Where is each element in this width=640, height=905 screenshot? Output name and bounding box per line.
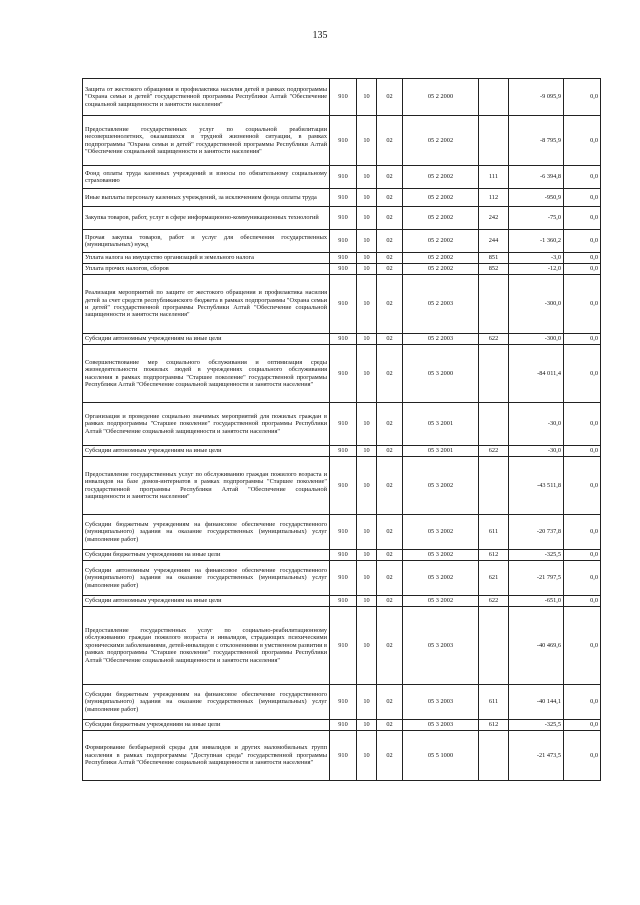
subsection-code: 02 xyxy=(377,116,403,166)
section-code: 10 xyxy=(357,685,377,720)
section-code: 10 xyxy=(357,457,377,515)
subsection-code: 02 xyxy=(377,264,403,275)
expense-type-code: 242 xyxy=(479,207,509,230)
amount-next: 0,0 xyxy=(564,334,601,345)
amount-next: 0,0 xyxy=(564,116,601,166)
admin-code: 910 xyxy=(330,79,357,116)
subsection-code: 02 xyxy=(377,607,403,685)
budget-item-name: Субсидии автономным учреждениям на финансовое обеспечение государственного (муниципального) задания на оказание государственных (муниципальных) услуг (выполнение работ) xyxy=(83,561,330,596)
admin-code: 910 xyxy=(330,446,357,457)
table-row xyxy=(83,515,601,550)
section-code: 10 xyxy=(357,720,377,731)
amount-change: -40 144,1 xyxy=(509,685,564,720)
subsection-code: 02 xyxy=(377,189,403,207)
admin-code: 910 xyxy=(330,230,357,253)
amount-change: -6 394,8 xyxy=(509,166,564,189)
admin-code: 910 xyxy=(330,731,357,781)
amount-change: -651,0 xyxy=(509,596,564,607)
section-code: 10 xyxy=(357,207,377,230)
subsection-code: 02 xyxy=(377,561,403,596)
subsection-code: 02 xyxy=(377,334,403,345)
budget-item-name: Субсидии бюджетным учреждениям на финансовое обеспечение государственного (муниципального) задания на оказание государственных (муниципальных) услуг (выполнение работ) xyxy=(83,515,330,550)
admin-code: 910 xyxy=(330,561,357,596)
amount-next: 0,0 xyxy=(564,457,601,515)
amount-next: 0,0 xyxy=(564,446,601,457)
expense-type-code xyxy=(479,457,509,515)
subsection-code: 02 xyxy=(377,596,403,607)
amount-change: -325,5 xyxy=(509,550,564,561)
target-article-code: 05 2 2002 xyxy=(403,264,479,275)
expense-type-code xyxy=(479,275,509,334)
expense-type-code: 852 xyxy=(479,264,509,275)
table-row xyxy=(83,685,601,720)
target-article-code: 05 2 2002 xyxy=(403,116,479,166)
table-row xyxy=(83,596,601,607)
amount-change: -300,0 xyxy=(509,275,564,334)
admin-code: 910 xyxy=(330,515,357,550)
admin-code: 910 xyxy=(330,550,357,561)
amount-change: -3,0 xyxy=(509,253,564,264)
section-code: 10 xyxy=(357,253,377,264)
expense-type-code: 612 xyxy=(479,720,509,731)
budget-item-name: Субсидии автономным учреждениям на иные цели xyxy=(83,334,330,345)
expense-type-code xyxy=(479,116,509,166)
budget-item-name: Формирование безбарьерной среды для инвалидов и других маломобильных групп населения в рамках подпрограммы "Доступная среда" государственной программы Республики Алтай "Обеспечение социальной защищенности и занятости населения" xyxy=(83,731,330,781)
budget-item-name: Прочая закупка товаров, работ и услуг для обеспечения государственных (муниципальных) нужд xyxy=(83,230,330,253)
budget-item-name: Субсидии бюджетным учреждениям на финансовое обеспечение государственного (муниципального) задания на оказание государственных (муниципальных) услуг (выполнение работ) xyxy=(83,685,330,720)
section-code: 10 xyxy=(357,334,377,345)
amount-next: 0,0 xyxy=(564,685,601,720)
subsection-code: 02 xyxy=(377,731,403,781)
target-article-code: 05 2 2002 xyxy=(403,253,479,264)
table-row xyxy=(83,720,601,731)
table-row xyxy=(83,253,601,264)
target-article-code: 05 3 2002 xyxy=(403,550,479,561)
amount-change: -1 360,2 xyxy=(509,230,564,253)
amount-next: 0,0 xyxy=(564,607,601,685)
section-code: 10 xyxy=(357,230,377,253)
amount-change: -20 737,8 xyxy=(509,515,564,550)
expense-type-code xyxy=(479,79,509,116)
target-article-code: 05 5 1000 xyxy=(403,731,479,781)
subsection-code: 02 xyxy=(377,345,403,403)
budget-item-name: Закупка товаров, работ, услуг в сфере информационно-коммуникационных технологий xyxy=(83,207,330,230)
budget-item-name: Уплата налога на имущество организаций и земельного налога xyxy=(83,253,330,264)
budget-item-name: Иные выплаты персоналу казенных учреждений, за исключением фонда оплаты труда xyxy=(83,189,330,207)
subsection-code: 02 xyxy=(377,457,403,515)
subsection-code: 02 xyxy=(377,207,403,230)
subsection-code: 02 xyxy=(377,685,403,720)
amount-next: 0,0 xyxy=(564,731,601,781)
admin-code: 910 xyxy=(330,720,357,731)
budget-table xyxy=(82,78,601,781)
table-row xyxy=(83,457,601,515)
target-article-code: 05 2 2002 xyxy=(403,189,479,207)
budget-item-name: Предоставление государственных услуг по социально-реабилитационному обслуживанию граждан пожилого возраста и инвалидов, страдающих психическими хроническими заболеваниями, детей-инвалидов с отклонениями в умственном развитии в рамках подпрограммы "Старшее поколение" государственной программы Республики Алтай "Обеспечение социальной защищенности и занятости населения" xyxy=(83,607,330,685)
amount-change: -8 795,9 xyxy=(509,116,564,166)
budget-item-name: Совершенствование мер социального обслуживания и оптимизация среды жизнедеятельности пожилых людей в учреждениях социального обслуживания населения в рамках подпрограммы "Старшее поколение" государственной программы Республики Алтай "Обеспечение социальной защищенности и занятости населения" xyxy=(83,345,330,403)
target-article-code: 05 2 2003 xyxy=(403,275,479,334)
section-code: 10 xyxy=(357,345,377,403)
amount-next: 0,0 xyxy=(564,230,601,253)
table-row xyxy=(83,116,601,166)
amount-next: 0,0 xyxy=(564,207,601,230)
table-row xyxy=(83,345,601,403)
subsection-code: 02 xyxy=(377,515,403,550)
target-article-code: 05 2 2002 xyxy=(403,207,479,230)
expense-type-code: 112 xyxy=(479,189,509,207)
table-row xyxy=(83,550,601,561)
target-article-code: 05 3 2001 xyxy=(403,403,479,446)
expense-type-code xyxy=(479,607,509,685)
admin-code: 910 xyxy=(330,166,357,189)
amount-next: 0,0 xyxy=(564,720,601,731)
section-code: 10 xyxy=(357,561,377,596)
expense-type-code xyxy=(479,403,509,446)
target-article-code: 05 3 2002 xyxy=(403,561,479,596)
amount-change: -43 511,8 xyxy=(509,457,564,515)
section-code: 10 xyxy=(357,596,377,607)
target-article-code: 05 3 2003 xyxy=(403,685,479,720)
subsection-code: 02 xyxy=(377,253,403,264)
table-row xyxy=(83,264,601,275)
admin-code: 910 xyxy=(330,685,357,720)
section-code: 10 xyxy=(357,166,377,189)
amount-next: 0,0 xyxy=(564,264,601,275)
expense-type-code: 111 xyxy=(479,166,509,189)
amount-change: -84 011,4 xyxy=(509,345,564,403)
amount-change: -12,0 xyxy=(509,264,564,275)
section-code: 10 xyxy=(357,446,377,457)
admin-code: 910 xyxy=(330,264,357,275)
table-row xyxy=(83,446,601,457)
table-row xyxy=(83,731,601,781)
amount-next: 0,0 xyxy=(564,253,601,264)
expense-type-code xyxy=(479,731,509,781)
table-row xyxy=(83,275,601,334)
amount-next: 0,0 xyxy=(564,561,601,596)
expense-type-code: 611 xyxy=(479,685,509,720)
amount-change: -21 797,5 xyxy=(509,561,564,596)
admin-code: 910 xyxy=(330,275,357,334)
target-article-code: 05 2 2000 xyxy=(403,79,479,116)
amount-change: -325,5 xyxy=(509,720,564,731)
target-article-code: 05 3 2003 xyxy=(403,720,479,731)
admin-code: 910 xyxy=(330,189,357,207)
target-article-code: 05 2 2002 xyxy=(403,230,479,253)
budget-item-name: Уплата прочих налогов, сборов xyxy=(83,264,330,275)
section-code: 10 xyxy=(357,731,377,781)
target-article-code: 05 3 2003 xyxy=(403,607,479,685)
section-code: 10 xyxy=(357,189,377,207)
table-row xyxy=(83,334,601,345)
amount-change: -30,0 xyxy=(509,446,564,457)
admin-code: 910 xyxy=(330,345,357,403)
amount-change: -21 473,5 xyxy=(509,731,564,781)
table-row xyxy=(83,403,601,446)
expense-type-code: 621 xyxy=(479,561,509,596)
admin-code: 910 xyxy=(330,457,357,515)
target-article-code: 05 3 2000 xyxy=(403,345,479,403)
subsection-code: 02 xyxy=(377,403,403,446)
subsection-code: 02 xyxy=(377,720,403,731)
target-article-code: 05 3 2002 xyxy=(403,457,479,515)
budget-item-name: Субсидии автономным учреждениям на иные цели xyxy=(83,446,330,457)
amount-change: -9 095,9 xyxy=(509,79,564,116)
table-row xyxy=(83,166,601,189)
amount-change: -75,0 xyxy=(509,207,564,230)
expense-type-code: 622 xyxy=(479,596,509,607)
amount-change: -300,0 xyxy=(509,334,564,345)
amount-next: 0,0 xyxy=(564,275,601,334)
subsection-code: 02 xyxy=(377,275,403,334)
expense-type-code xyxy=(479,345,509,403)
admin-code: 910 xyxy=(330,596,357,607)
target-article-code: 05 3 2001 xyxy=(403,446,479,457)
table-row xyxy=(83,230,601,253)
table-row xyxy=(83,207,601,230)
subsection-code: 02 xyxy=(377,446,403,457)
budget-item-name: Фонд оплаты труда казенных учреждений и взносы по обязательному социальному страхованию xyxy=(83,166,330,189)
amount-next: 0,0 xyxy=(564,515,601,550)
amount-change: -950,9 xyxy=(509,189,564,207)
section-code: 10 xyxy=(357,264,377,275)
budget-item-name: Предоставление государственных услуг по обслуживанию граждан пожилого возраста и инвалидов на базе домов-интернатов в рамках подпрограммы "Старшее поколение" государственной программы Республики Алтай "Обеспечение социальной защищенности и занятости населения" xyxy=(83,457,330,515)
section-code: 10 xyxy=(357,116,377,166)
table-row xyxy=(83,561,601,596)
section-code: 10 xyxy=(357,515,377,550)
admin-code: 910 xyxy=(330,207,357,230)
table-row xyxy=(83,189,601,207)
amount-next: 0,0 xyxy=(564,189,601,207)
target-article-code: 05 3 2002 xyxy=(403,596,479,607)
admin-code: 910 xyxy=(330,253,357,264)
table-row xyxy=(83,607,601,685)
amount-next: 0,0 xyxy=(564,166,601,189)
section-code: 10 xyxy=(357,550,377,561)
budget-item-name: Защита от жестокого обращения и профилактика насилия детей в рамках подпрограммы "Охрана семьи и детей" государственной программы Республики Алтай "Обеспечение социальной защищенности и занятости населения" xyxy=(83,79,330,116)
table-row xyxy=(83,79,601,116)
target-article-code: 05 3 2002 xyxy=(403,515,479,550)
amount-next: 0,0 xyxy=(564,79,601,116)
subsection-code: 02 xyxy=(377,79,403,116)
subsection-code: 02 xyxy=(377,166,403,189)
page-number: 135 xyxy=(312,30,328,41)
expense-type-code: 622 xyxy=(479,334,509,345)
expense-type-code: 611 xyxy=(479,515,509,550)
expense-type-code: 851 xyxy=(479,253,509,264)
amount-change: -40 469,6 xyxy=(509,607,564,685)
budget-item-name: Субсидии автономным учреждениям на иные цели xyxy=(83,596,330,607)
amount-next: 0,0 xyxy=(564,596,601,607)
section-code: 10 xyxy=(357,79,377,116)
section-code: 10 xyxy=(357,403,377,446)
expense-type-code: 612 xyxy=(479,550,509,561)
budget-item-name: Предоставление государственных услуг по социальной реабилитации несовершеннолетних, оказавшихся в трудной жизненной ситуации, в рамках подпрограммы "Охрана семьи и детей" государственной программы Республики Алтай "Обеспечение социальной защищенности и занятости населения" xyxy=(83,116,330,166)
amount-next: 0,0 xyxy=(564,345,601,403)
budget-item-name: Реализация мероприятий по защите от жестокого обращения и профилактика насилия детей за счет средств республиканского бюджета в рамках подпрограммы "Охрана семьи и детей" государственной программы Республики Алтай "Обеспечение социальной защищенности и занятости населения" xyxy=(83,275,330,334)
expense-type-code: 244 xyxy=(479,230,509,253)
budget-item-name: Субсидии бюджетным учреждениям на иные цели xyxy=(83,720,330,731)
section-code: 10 xyxy=(357,607,377,685)
expense-type-code: 622 xyxy=(479,446,509,457)
admin-code: 910 xyxy=(330,403,357,446)
amount-next: 0,0 xyxy=(564,403,601,446)
admin-code: 910 xyxy=(330,334,357,345)
admin-code: 910 xyxy=(330,116,357,166)
amount-change: -30,0 xyxy=(509,403,564,446)
budget-item-name: Организация и проведение социально значимых мероприятий для пожилых граждан в рамках подпрограммы "Старшее поколение" государственной программы Республики Алтай "Обеспечение социальной защищенности и занятости населения" xyxy=(83,403,330,446)
amount-next: 0,0 xyxy=(564,550,601,561)
target-article-code: 05 2 2003 xyxy=(403,334,479,345)
budget-item-name: Субсидии бюджетным учреждениям на иные цели xyxy=(83,550,330,561)
subsection-code: 02 xyxy=(377,550,403,561)
section-code: 10 xyxy=(357,275,377,334)
admin-code: 910 xyxy=(330,607,357,685)
subsection-code: 02 xyxy=(377,230,403,253)
target-article-code: 05 2 2002 xyxy=(403,166,479,189)
